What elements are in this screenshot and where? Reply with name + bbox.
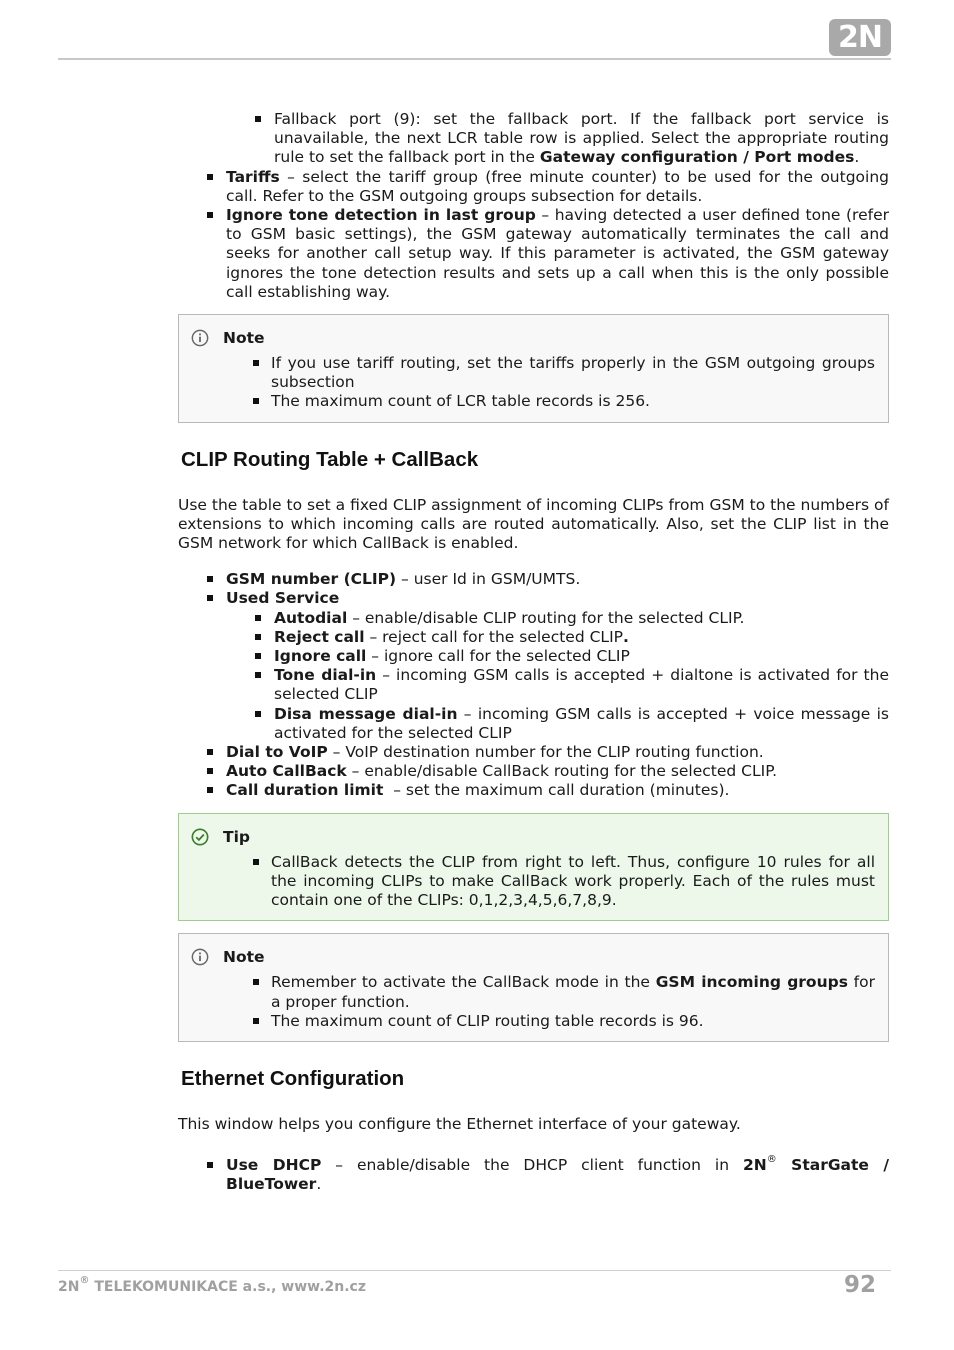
list-item-reject-call: Reject call – reject call for the selected CLIP.: [274, 628, 889, 647]
nested-list-fallback: [178, 110, 889, 168]
ethernet-paragraph: This window helps you configure the Ethernet interface of your gateway.: [178, 1114, 741, 1133]
check-circle-icon: [191, 828, 209, 846]
note-box-lcr: [178, 314, 889, 423]
note-list: [191, 354, 875, 412]
tip-box: [178, 813, 889, 922]
tip-title: Tip: [191, 826, 875, 848]
list-item-use-dhcp: Use DHCP – enable/disable the DHCP client function in 2N® StarGate / BlueTower.: [226, 1153, 890, 1194]
list-item-ignore-tone: Ignore tone detection in last group – having detected a user defined tone (refer to GSM basic settings), the GSM gateway automatically terminates the call and seeks for another call setup way. If this parameter is activated, the GSM gateway ignores the tone detection results and sets up a call when this is the only possible call establishing way.: [226, 206, 889, 301]
note-list: [191, 973, 875, 1031]
info-circle-icon: [191, 329, 209, 347]
list-item-autodial: Autodial – enable/disable CLIP routing for the selected CLIP.: [274, 609, 889, 628]
list-item: The maximum count of CLIP routing table records is 96.: [271, 1012, 875, 1031]
list-item: CallBack detects the CLIP from right to left. Thus, configure 10 rules for all the incoming CLIPs to make CallBack work properly. Each of the rules must contain one of the CLIPs: 0,1,2,3,4,5,6,7,8,9.: [271, 852, 875, 910]
list-item-dial-voip: Dial to VoIP – VoIP destination number for the CLIP routing function.: [226, 743, 889, 762]
section-heading-clip: CLIP Routing Table + CallBack: [181, 447, 479, 471]
note-title: Note: [191, 946, 875, 968]
list-item-fallback: Fallback port (9): set the fallback port. If the fallback port service is unavailable, the next LCR table row is applied. Select the appropriate routing rule to set the fallback port in the Gateway configuration / Port modes.: [274, 110, 889, 167]
list-item-used-service: Used Service Autodial – enable/disable CLIP routing for the selected CLIP. Reject call – reject call for the selected CLIP. Ignore call – ignore call for the selected CLIP Tone dial-in – incoming GSM calls is accepted + dialtone is activated for the selected CLIP Disa message dial-in – incoming GSM calls is accepted + voice message is activated for the selected CLIP: [226, 589, 889, 742]
page-content: [178, 110, 889, 1195]
list-item: The maximum count of LCR table records is 256.: [271, 392, 875, 411]
list-item-tone-dial-in: Tone dial-in – incoming GSM calls is accepted + dialtone is activated for the selected CLIP: [274, 666, 889, 704]
info-circle-icon: [191, 948, 209, 966]
list-item-disa-message: Disa message dial-in – incoming GSM calls is accepted + voice message is activated for the selected CLIP: [274, 704, 889, 742]
clip-paragraph: Use the table to set a fixed CLIP assignment of incoming CLIPs from GSM to the numbers of extensions to which incoming calls are routed automatically. Also, set the CLIP list in the GSM network for which CallBack is enabled.: [178, 495, 889, 553]
page-number: 92: [843, 1272, 876, 1298]
list-item-gsm-number: GSM number (CLIP) – user Id in GSM/UMTS.: [226, 570, 889, 589]
list-item-tariffs: Tariffs – select the tariff group (free minute counter) to be used for the outgoing call. Refer to the GSM outgoing groups subsection for details.: [226, 167, 889, 205]
list-item: If you use tariff routing, set the tariffs properly in the GSM outgoing groups subsection: [271, 354, 875, 392]
intro-list: [178, 168, 889, 302]
header-divider: [58, 58, 891, 60]
services-list: [226, 609, 889, 743]
ethernet-list: [178, 1153, 890, 1194]
list-item-auto-callback: Auto CallBack – enable/disable CallBack routing for the selected CLIP.: [226, 762, 889, 781]
brand-logo: 2N: [829, 19, 891, 56]
tip-list: [191, 853, 875, 911]
section-heading-ethernet: Ethernet Configuration: [181, 1066, 405, 1090]
list-item-ignore-call: Ignore call – ignore call for the selected CLIP: [274, 647, 889, 666]
clip-list: [178, 570, 889, 800]
footer-company: 2N® TELEKOMUNIKACE a.s., www.2n.cz: [58, 1275, 366, 1295]
list-item-call-duration: Call duration limit – set the maximum call duration (minutes).: [226, 781, 889, 800]
footer-divider: [58, 1270, 891, 1271]
list-item: Remember to activate the CallBack mode in the GSM incoming groups for a proper function.: [271, 973, 875, 1011]
note-title: Note: [191, 327, 875, 349]
note-box-clip: [178, 933, 889, 1042]
